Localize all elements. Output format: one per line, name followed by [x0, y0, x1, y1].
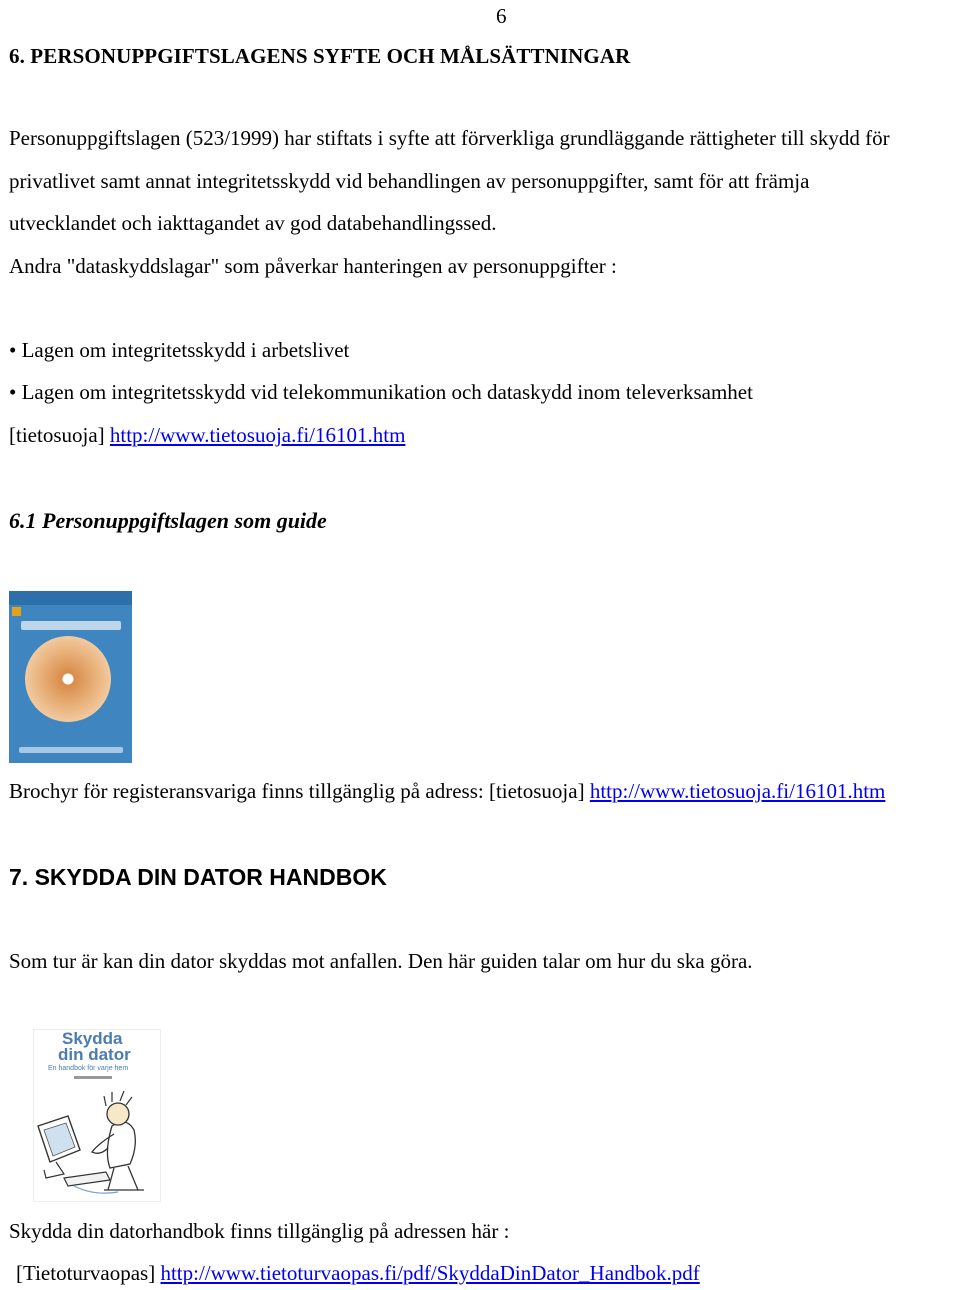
tietosuoja-link[interactable]: http://www.tietosuoja.fi/16101.htm: [109, 423, 406, 447]
brochure-cover-icon: [9, 591, 132, 763]
paragraph-line: Personuppgiftslagen (523/1999) har stiftats i syfte att förverkliga grundläggande rättigheter till skydd för: [9, 126, 890, 150]
page-number: 6: [496, 4, 507, 28]
handbook-cover-icon: [34, 1030, 160, 1201]
cover-title-line-1: Skydda: [62, 1030, 123, 1048]
disc-icon: [25, 636, 111, 722]
tietosuoja-brochure-link[interactable]: http://www.tietosuoja.fi/16101.htm: [589, 779, 886, 803]
handbook-source: [16, 1263, 700, 1284]
source-prefix: [tietosuoja]: [9, 423, 110, 447]
section-7-heading: 7. SKYDDA DIN DATOR HANDBOK: [9, 864, 387, 890]
cover-subtitle: En handbok för varje hem: [48, 1065, 129, 1072]
handbook-availability: Skydda din datorhandbok finns tillgänglig på adressen här :: [9, 1219, 510, 1243]
bullet-item: • Lagen om integritetsskydd i arbetslivet: [9, 338, 350, 362]
section-6-1-heading: 6.1 Personuppgiftslagen som guide: [9, 508, 327, 533]
caption-prefix: Brochyr för registeransvariga finns tillgänglig på adress: [tietosuoja]: [9, 779, 590, 803]
paragraph-line: utvecklandet och iakttagandet av god databehandlingssed.: [9, 211, 497, 235]
source-reference: [9, 425, 405, 446]
computer-user-illustration-icon: [34, 1086, 160, 1201]
brochure-caption: [9, 781, 885, 802]
bullet-item: • Lagen om integritetsskydd vid telekommunikation och dataskydd inom televerksamhet: [9, 380, 753, 404]
paragraph-line: Andra "dataskyddslagar" som påverkar hanteringen av personuppgifter :: [9, 254, 617, 278]
section-6-heading: 6. PERSONUPPGIFTSLAGENS SYFTE OCH MÅLSÄTTNINGAR: [9, 44, 631, 68]
handbook-source-prefix: [Tietoturvaopas]: [16, 1261, 161, 1285]
cover-title-line-2: din dator: [58, 1045, 131, 1064]
paragraph-line: privatlivet samt annat integritetsskydd vid behandlingen av personuppgifter, samt för att främja: [9, 169, 810, 193]
section-7-intro: Som tur är kan din dator skyddas mot anfallen. Den här guiden talar om hur du ska göra.: [9, 949, 753, 973]
tietoturvaopas-link[interactable]: http://www.tietoturvaopas.fi/pdf/SkyddaDinDator_Handbok.pdf: [160, 1261, 700, 1285]
